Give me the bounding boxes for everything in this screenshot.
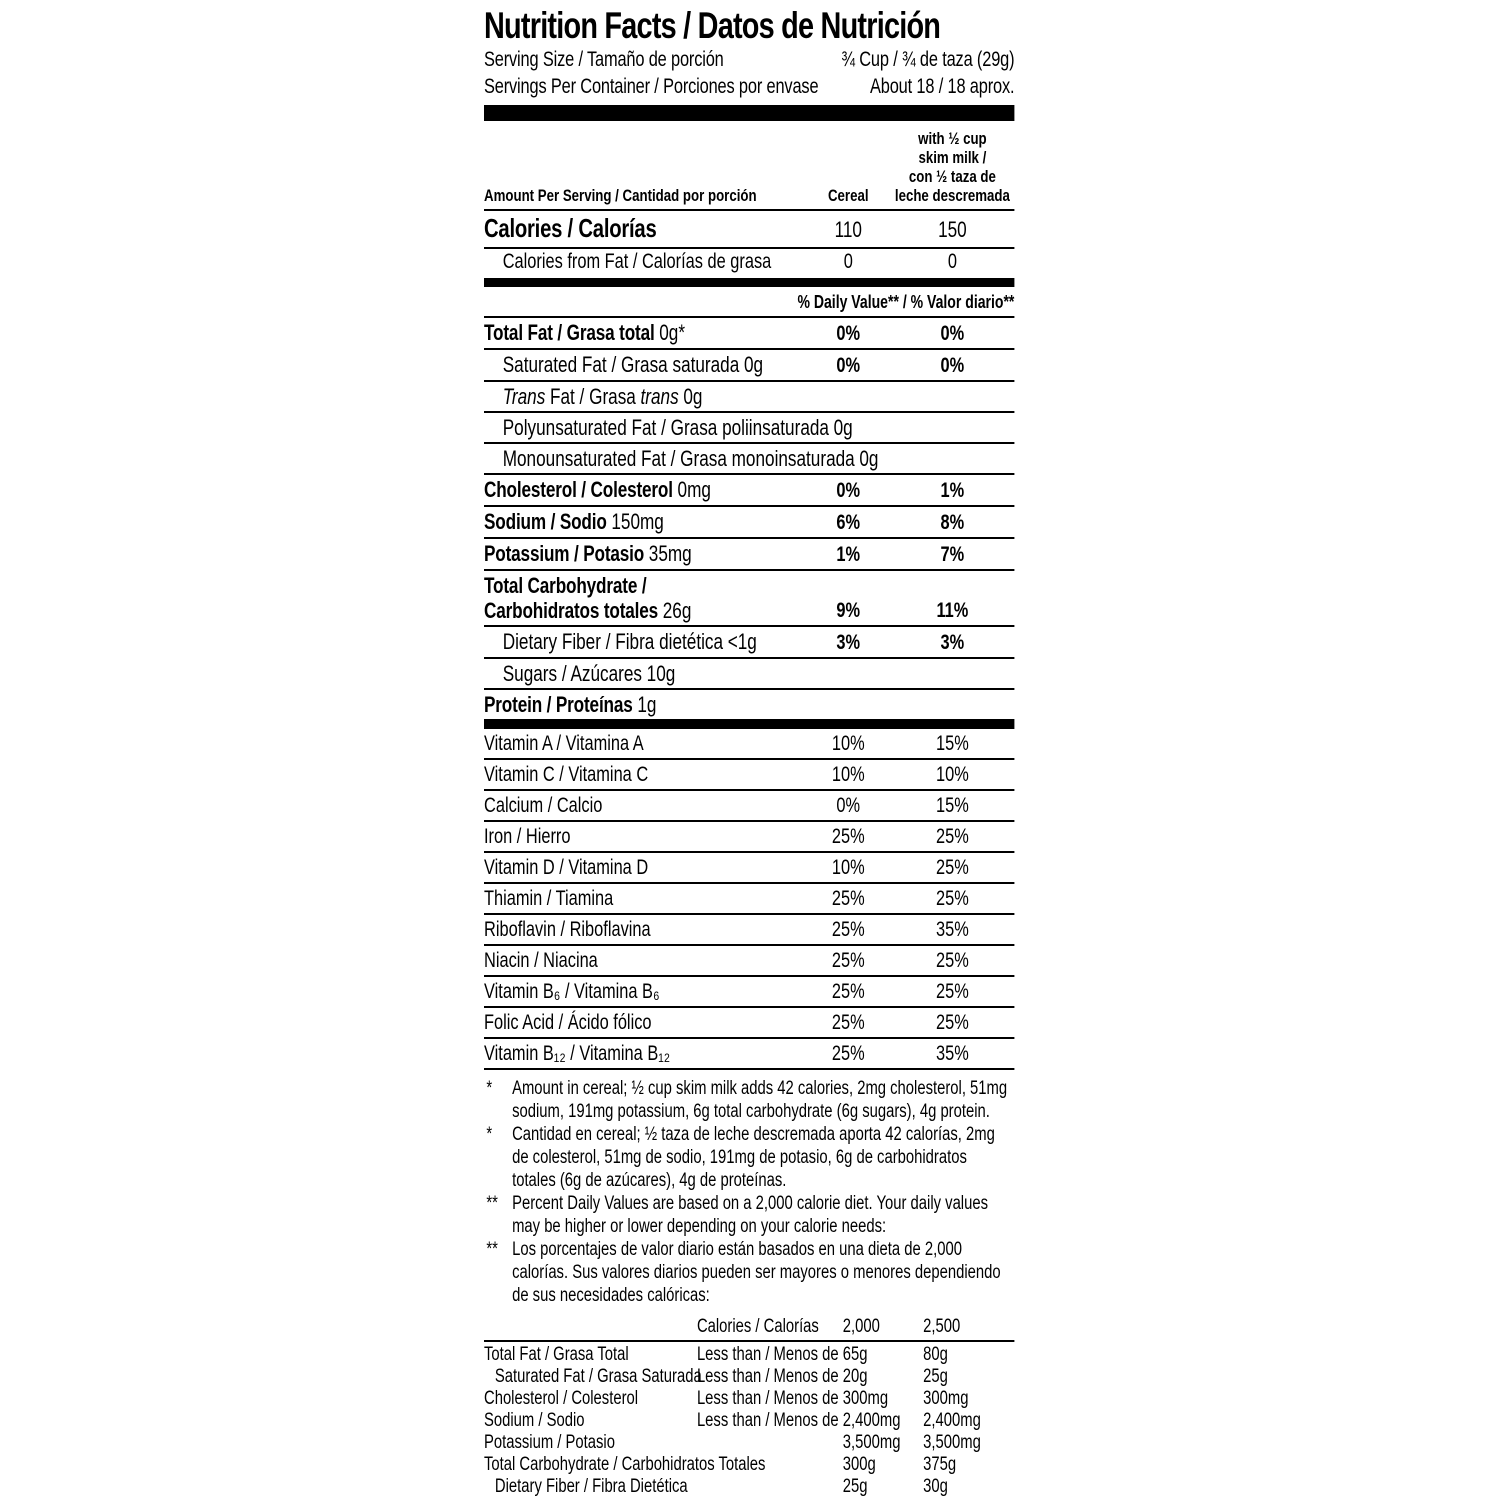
footnote-text: Los porcentajes de valor diario están basados en una dieta de 2,000 calorías. Sus valores diarios pueden ser mayores o menores dependiendo de sus necesidades calóricas: <box>512 1239 1001 1306</box>
trans-fat-row <box>484 380 1014 411</box>
vitamin-b12-row <box>484 1039 1014 1068</box>
folic-acid-row <box>484 1008 1014 1039</box>
vitamin-b6-milk-dv: 25% <box>935 980 969 1003</box>
footnote-marker: ** <box>486 1239 498 1260</box>
calories-from-fat-milk-value: 0 <box>947 250 957 273</box>
total-fat-amount: 0g* <box>659 320 686 345</box>
monounsaturated-fat-label: Monounsaturated Fat / Grasa monoinsaturada <box>502 446 855 471</box>
total-carbohydrate-milk-dv: 11% <box>936 599 969 622</box>
serving-size-row <box>484 46 1014 73</box>
sodium-amount: 150mg <box>611 509 664 534</box>
potassium-milk-dv: 7% <box>940 543 965 566</box>
saturated-fat-label: Saturated Fat / Grasa saturada <box>502 352 740 377</box>
riboflavin-milk-dv: 35% <box>935 918 969 941</box>
potassium-row <box>484 537 1014 569</box>
calcium-label: Calcium / Calcio <box>484 794 603 817</box>
cholesterol-milk-dv: 1% <box>940 479 965 502</box>
niacin-label: Niacin / Niacina <box>484 949 598 972</box>
calcium-milk-dv: 15% <box>935 794 969 817</box>
footnote-marker: ** <box>486 1193 498 1214</box>
separator-bar-top <box>484 105 1014 121</box>
servings-per-container-row <box>484 73 1014 100</box>
iron-label: Iron / Hierro <box>484 825 571 848</box>
thiamin-milk-dv: 25% <box>935 887 969 910</box>
footnote-cereal-es <box>484 1123 1014 1192</box>
sodium-label: Sodium / Sodio <box>484 509 607 534</box>
reference-cholesterol-row: Cholesterol / Colesterol Less than / Menos de 300mg 300mg <box>484 1388 969 1409</box>
iron-milk-dv: 25% <box>935 825 969 848</box>
vitamin-c-milk-dv: 10% <box>935 763 969 786</box>
reference-sodium-row: Sodium / Sodio Less than / Menos de 2,400mg 2,400mg <box>484 1410 981 1431</box>
reference-header-row <box>484 1316 1014 1342</box>
calories-cereal-value: 110 <box>834 217 862 242</box>
vitamins-section <box>484 729 1014 1070</box>
vitamin-a-label: Vitamin A / Vitamina A <box>484 732 644 755</box>
total-fat-cereal-dv: 0% <box>836 322 861 345</box>
footnotes-section <box>484 1070 1014 1307</box>
iron-row <box>484 822 1014 853</box>
sugars-row <box>484 657 1014 688</box>
vitamin-d-row <box>484 853 1014 884</box>
dietary-fiber-cereal-dv: 3% <box>836 631 861 654</box>
cholesterol-row <box>484 473 1014 505</box>
saturated-fat-milk-dv: 0% <box>940 354 965 377</box>
footnote-daily-values-en <box>484 1192 1014 1238</box>
reference-2500-header: 2,500 <box>923 1316 961 1337</box>
monounsaturated-fat-amount: 0g <box>859 446 879 471</box>
riboflavin-row <box>484 915 1014 946</box>
reference-total-fat-row: Total Fat / Grasa Total Less than / Menos de 65g 80g <box>484 1344 948 1365</box>
amount-per-serving-header: Amount Per Serving / Cantidad por porción <box>484 186 757 205</box>
polyunsaturated-fat-amount: 0g <box>833 415 853 440</box>
potassium-cereal-dv: 1% <box>836 543 861 566</box>
vitamin-c-label: Vitamin C / Vitamina C <box>484 763 649 786</box>
footnote-text: Amount in cereal; ½ cup skim milk adds 42 calories, 2mg cholesterol, 51mg sodium, 191mg potassium, 6g total carbohydrate (6g sugars), 4g protein. <box>512 1078 1008 1122</box>
thiamin-row <box>484 884 1014 915</box>
niacin-row <box>484 946 1014 977</box>
footnote-cereal-en <box>484 1077 1014 1123</box>
folic-acid-label: Folic Acid / Ácido fólico <box>484 1011 652 1034</box>
calcium-row <box>484 791 1014 822</box>
total-fat-label: Total Fat / Grasa total <box>484 320 655 345</box>
vitamin-c-row <box>484 760 1014 791</box>
saturated-fat-cereal-dv: 0% <box>836 354 861 377</box>
reference-dietary-fiber-row: Dietary Fiber / Fibra Dietética 25g 30g <box>494 1476 948 1497</box>
reference-2000-header: 2,000 <box>842 1316 880 1337</box>
column-header-row <box>484 129 1014 209</box>
dietary-fiber-row <box>484 625 1014 657</box>
vitamin-c-cereal-dv: 10% <box>831 763 865 786</box>
niacin-cereal-dv: 25% <box>831 949 865 972</box>
folic-acid-milk-dv: 25% <box>935 1011 969 1034</box>
sodium-row <box>484 505 1014 537</box>
footnote-daily-values-es <box>484 1238 1014 1307</box>
daily-value-header: % Daily Value** / % Valor diario** <box>797 292 1015 312</box>
niacin-milk-dv: 25% <box>935 949 969 972</box>
serving-size-label: Serving Size / Tamaño de porción <box>484 48 724 71</box>
sodium-cereal-dv: 6% <box>836 511 861 534</box>
total-carbohydrate-amount: 26g <box>662 598 692 623</box>
iron-cereal-dv: 25% <box>831 825 865 848</box>
cereal-column-header: Cereal <box>827 186 869 205</box>
polyunsaturated-fat-label: Polyunsaturated Fat / Grasa poliinsaturada <box>502 415 829 440</box>
milk-column-header: with ½ cup skim milk / con ½ taza de leche descremada <box>894 129 1010 205</box>
footnote-text: Percent Daily Values are based on a 2,000 calorie diet. Your daily values may be higher or lower depending on your calorie needs: <box>512 1193 989 1237</box>
vitamin-a-milk-dv: 15% <box>935 732 969 755</box>
saturated-fat-row <box>484 348 1014 380</box>
potassium-amount: 35mg <box>648 541 692 566</box>
separator-bar-mid <box>484 278 1014 287</box>
reference-table <box>484 1316 1014 1498</box>
cholesterol-cereal-dv: 0% <box>836 479 861 502</box>
thiamin-label: Thiamin / Tiamina <box>484 887 614 910</box>
separator-bar-vitamins <box>484 719 1014 729</box>
total-carbohydrate-label-line2: Carbohidratos totales <box>484 598 659 623</box>
dietary-fiber-milk-dv: 3% <box>940 631 965 654</box>
saturated-fat-amount: 0g <box>743 352 764 377</box>
vitamin-d-label: Vitamin D / Vitamina D <box>484 856 649 879</box>
vitamin-a-row <box>484 729 1014 760</box>
total-carbohydrate-row <box>484 569 1014 625</box>
calories-label: Calories / Calorías <box>484 213 657 243</box>
sodium-milk-dv: 8% <box>940 511 965 534</box>
vitamin-b12-label: Vitamin B₁₂ / Vitamina B₁₂ <box>484 1042 671 1065</box>
footnote-text: Cantidad en cereal; ½ taza de leche descremada aporta 42 calorías, 2mg de colesterol, 51mg de sodio, 191mg de potasio, 6g de carbohidratos totales (6g de azúcares), 4g de proteínas. <box>512 1124 995 1191</box>
dietary-fiber-amount: <1g <box>727 629 757 654</box>
servings-per-container-value: About 18 / 18 aprox. <box>869 75 1015 98</box>
dietary-fiber-label: Dietary Fiber / Fibra dietética <box>502 629 724 654</box>
vitamin-d-cereal-dv: 10% <box>831 856 865 879</box>
calcium-cereal-dv: 0% <box>836 794 861 817</box>
potassium-label: Potassium / Potasio <box>484 541 645 566</box>
calories-from-fat-label: Calories from Fat / Calorías de grasa <box>502 250 772 273</box>
footnote-marker: * <box>486 1124 493 1145</box>
sugars-amount: 10g <box>646 661 676 686</box>
serving-size-value: ¾ Cup / ¾ de taza (29g) <box>841 48 1015 71</box>
nutrition-label <box>484 6 1014 1498</box>
reference-saturated-fat-row: Saturated Fat / Grasa Saturada Less than / Menos de 20g 25g <box>494 1366 948 1387</box>
folic-acid-cereal-dv: 25% <box>831 1011 865 1034</box>
trans-fat-amount: 0g <box>683 384 703 409</box>
thiamin-cereal-dv: 25% <box>831 887 865 910</box>
calories-from-fat-cereal-value: 0 <box>843 250 853 273</box>
vitamin-b6-row <box>484 977 1014 1008</box>
monounsaturated-fat-row <box>484 442 1014 473</box>
servings-per-container-label: Servings Per Container / Porciones por envase <box>484 75 819 98</box>
riboflavin-cereal-dv: 25% <box>831 918 865 941</box>
label-title: Nutrition Facts / Datos de Nutrición <box>484 5 941 46</box>
protein-amount: 1g <box>637 692 657 717</box>
total-fat-row <box>484 316 1014 348</box>
calories-milk-value: 150 <box>938 217 967 242</box>
total-carbohydrate-cereal-dv: 9% <box>836 599 861 622</box>
total-fat-milk-dv: 0% <box>940 322 965 345</box>
footnote-marker: * <box>486 1078 493 1099</box>
vitamin-a-cereal-dv: 10% <box>831 732 865 755</box>
total-carbohydrate-label-line1: Total Carbohydrate / <box>484 573 647 598</box>
calories-from-fat-row <box>484 247 1014 278</box>
vitamin-d-milk-dv: 25% <box>935 856 969 879</box>
protein-row <box>484 688 1014 719</box>
reference-potassium-row: Potassium / Potasio 3,500mg 3,500mg <box>484 1432 981 1453</box>
trans-fat-label-mid: Fat / Grasa <box>549 384 636 409</box>
calories-row <box>484 211 1014 247</box>
reference-total-carbohydrate-row: Total Carbohydrate / Carbohidratos Totales 300g 375g <box>484 1454 957 1475</box>
cholesterol-amount: 0mg <box>677 477 711 502</box>
trans-fat-label-italic2: trans <box>640 384 679 409</box>
vitamin-b6-label: Vitamin B₆ / Vitamina B₆ <box>484 980 660 1003</box>
reference-calories-header: Calories / Calorías <box>696 1316 819 1337</box>
vitamin-b12-cereal-dv: 25% <box>831 1042 865 1065</box>
vitamin-b6-cereal-dv: 25% <box>831 980 865 1003</box>
cholesterol-label: Cholesterol / Colesterol <box>484 477 673 502</box>
polyunsaturated-fat-row <box>484 411 1014 442</box>
trans-fat-label-italic1: Trans <box>502 384 546 409</box>
vitamin-b12-milk-dv: 35% <box>935 1042 969 1065</box>
sugars-label: Sugars / Azúcares <box>502 661 642 686</box>
riboflavin-label: Riboflavin / Riboflavina <box>484 918 651 941</box>
protein-label: Protein / Proteínas <box>484 692 633 717</box>
